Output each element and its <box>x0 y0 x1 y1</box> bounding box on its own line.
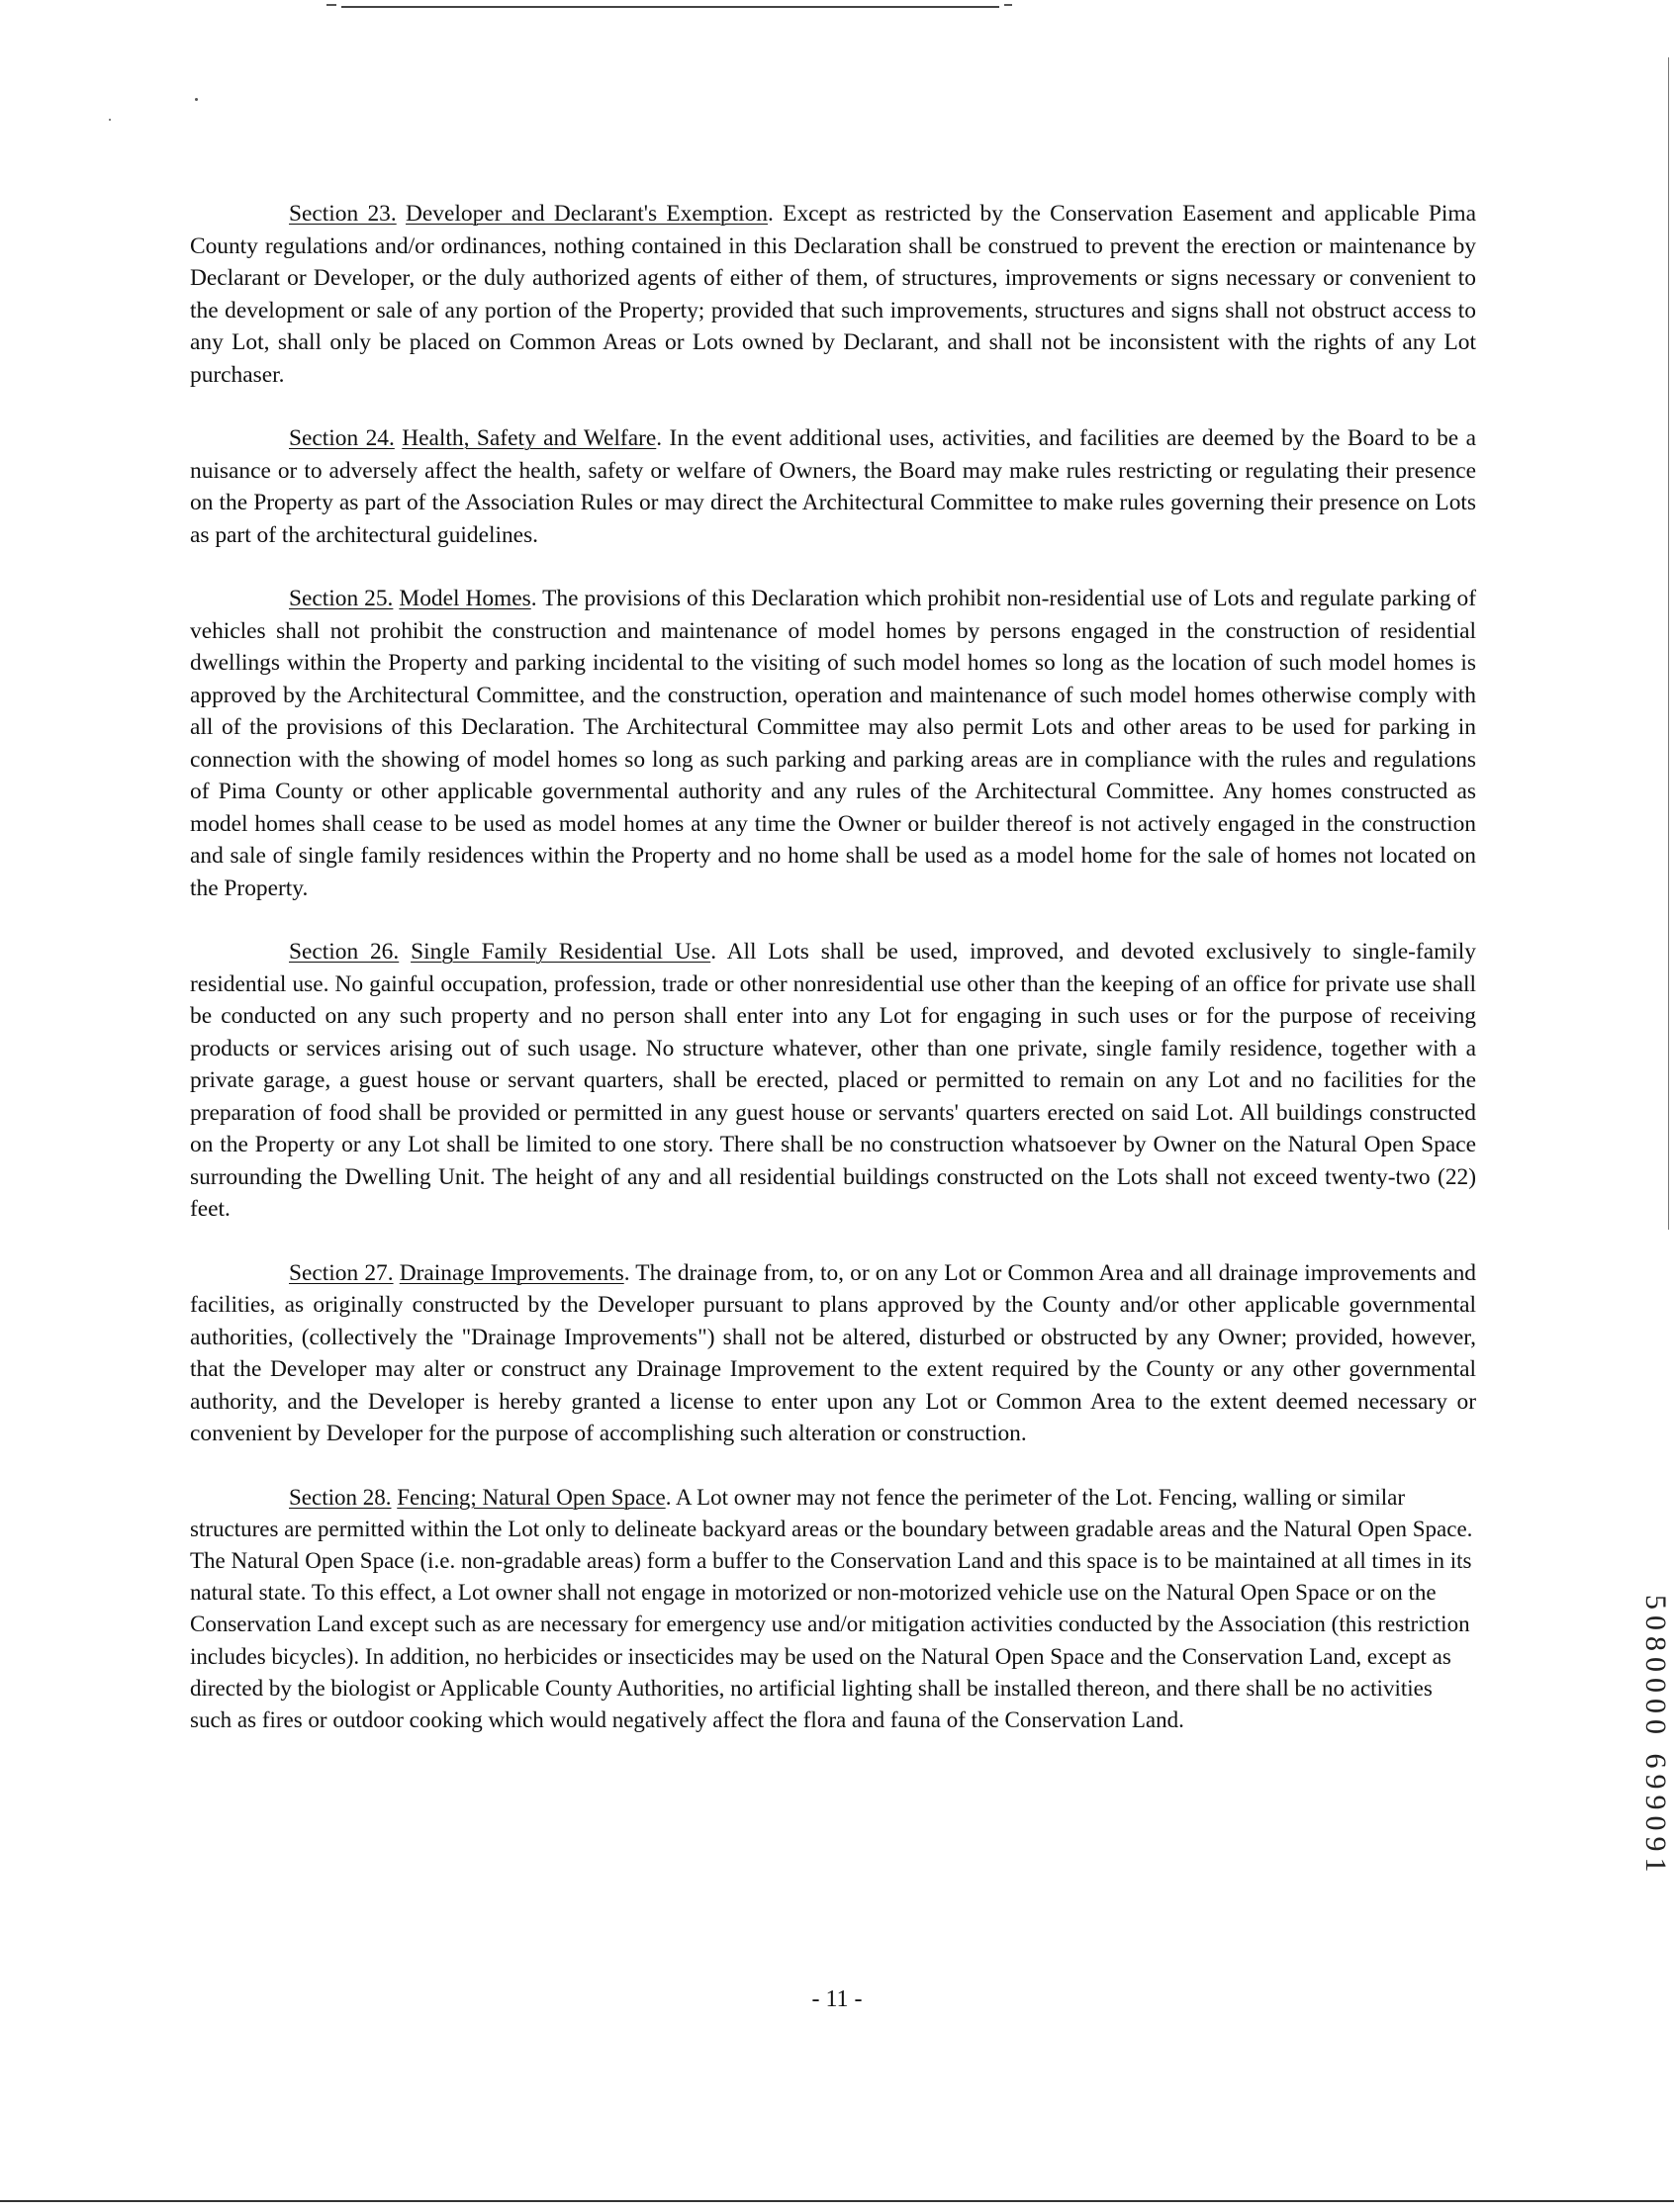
section-number: Section 24. <box>289 425 395 451</box>
section-title: Model Homes <box>399 586 531 611</box>
section-title: Health, Safety and Welfare <box>402 425 657 451</box>
top-scan-rule-stub <box>326 4 336 6</box>
section-number: Section 23. <box>289 201 397 227</box>
page-number: - 11 - <box>811 1986 863 2012</box>
section-28 <box>190 1482 1476 1737</box>
section-text: . In the event additional uses, activities, and facilities are deemed by the Board to be a nuisance or to adversely affect the health, safety or welfare of Owners, the Board may make rules restricting or regulating their presence on the Property as part of the Association Rules or may direct the Architectural Committee to make rules governing their presence on Lots as part of the architectural guidelines. <box>190 425 1476 548</box>
document-body <box>190 198 1476 1768</box>
section-title: Developer and Declarant's Exemption <box>406 201 769 227</box>
section-number: Section 28. <box>289 1484 392 1510</box>
section-text: . A Lot owner may not fence the perimeter of the Lot. Fencing, walling or similar structures are permitted within the Lot only to delineate backyard areas or the boundary between gradable areas and the Natural Open Space. The Natural Open Space (i.e. non-gradable areas) form a buffer to the Conservation Land and this space is to be maintained at all times in its natural state. To this effect, a Lot owner shall not engage in motorized or non-motorized vehicle use on the Natural Open Space or on the Conservation Land except such as are necessary for emergency use and/or mitigation activities conducted by the Association (this restriction includes bicycles). In addition, no herbicides or insecticides may be used on the Natural Open Space and the Conservation Land, except as directed by the biologist or Applicable County Authorities, no artificial lighting shall be installed thereon, and there shall be no activities such as fires or outdoor cooking which would negatively affect the flora and fauna of the Conservation Land. <box>190 1484 1473 1732</box>
section-26 <box>190 936 1476 1226</box>
top-scan-rule <box>341 6 999 8</box>
section-number: Section 26. <box>289 939 400 965</box>
section-text: . Except as restricted by the Conservation Easement and applicable Pima County regulations and/or ordinances, nothing contained in this Declaration shall be construed to prevent the erection or maintenance by Declarant or Developer, or the duly authorized agents of either of them, of structures, improvements or signs necessary or convenient to the development or sale of any portion of the Property; provided that such improvements, structures and signs shall not obstruct access to any Lot, shall only be placed on Common Areas or Lots owned by Declarant, and shall not be inconsistent with the rights of any Lot purchaser. <box>190 201 1476 388</box>
scan-speck <box>195 98 198 101</box>
section-27 <box>190 1257 1476 1450</box>
right-margin-scan-line <box>1668 57 1669 1230</box>
section-text: . The drainage from, to, or on any Lot or Common Area and all drainage improvements and facilities, as originally constructed by the Developer pursuant to plans approved by the County and/or other applicable governmental authorities, (collectively the "Drainage Improvements") shall not be altered, disturbed or obstructed by any Owner; provided, however, that the Developer may alter or construct any Drainage Improvement to the extent required by the County or any other governmental authority, and the Developer is hereby granted a license to enter upon any Lot or Common Area to the extent deemed necessary or convenient by Developer for the purpose of accomplishing such alteration or construction. <box>190 1259 1476 1446</box>
section-23 <box>190 198 1476 391</box>
section-number: Section 25. <box>289 586 394 611</box>
section-text: . All Lots shall be used, improved, and devoted exclusively to single-family residential use. No gainful occupation, profession, trade or other nonresidential use other than the keeping of an office for private use shall be conducted on any such property and no person shall enter into any Lot for engaging in such uses or for the purpose of receiving products or services arising out of such usage. No structure whatever, other than one private, single family residence, together with a private garage, a guest house or servant quarters, shall be erected, placed or permitted to remain on any Lot and no facilities for the preparation of food shall be provided or permitted in any guest house or servants' quarters erected on said Lot. All buildings constructed on the Property or any Lot shall be limited to one story. There shall be no construction whatsoever by Owner on the Natural Open Space surrounding the Dwelling Unit. The height of any and all residential buildings constructed on the Lots shall not exceed twenty-two (22) feet. <box>190 939 1476 1222</box>
section-number: Section 27. <box>289 1259 394 1286</box>
section-25 <box>190 583 1476 904</box>
section-title: Fencing; Natural Open Space <box>397 1484 666 1510</box>
section-title: Single Family Residential Use <box>411 939 711 965</box>
scan-speck <box>109 119 111 121</box>
section-24 <box>190 422 1476 551</box>
section-text: . The provisions of this Declaration which prohibit non-residential use of Lots and regulate parking of vehicles shall not prohibit the construction and maintenance of model homes by persons engaged in the construction of residential dwellings within the Property and parking incidental to the visiting of such model homes so long as the location of such model homes is approved by the Architectural Committee, and the construction, operation and maintenance of such model homes otherwise comply with all of the provisions of this Declaration. The Architectural Committee may also permit Lots and other areas to be used for parking in connection with the showing of model homes so long as such parking and parking areas are in compliance with the rules and regulations of Pima County or other applicable governmental authority and any rules of the Architectural Committee. Any homes constructed as model homes shall cease to be used as model homes at any time the Owner or builder thereof is not actively engaged in the construction and sale of single family residences within the Property and no home shall be used as a model home for the sale of homes not located on the Property. <box>190 586 1476 901</box>
top-scan-rule-stub <box>1004 4 1012 6</box>
bottom-scan-rule <box>0 2200 1674 2202</box>
section-title: Drainage Improvements <box>399 1259 624 1286</box>
recording-document-number: 5080000 699091 <box>1639 1595 1672 1879</box>
